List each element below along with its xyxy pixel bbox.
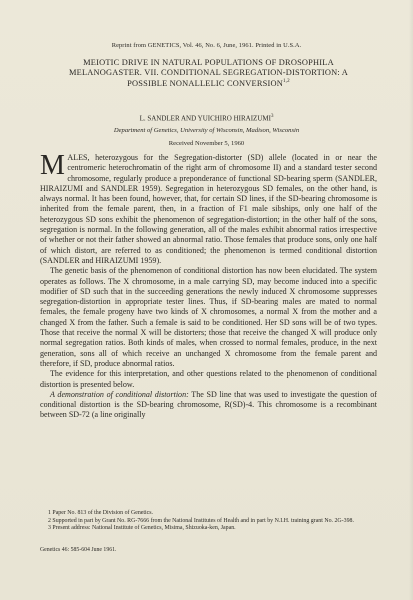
author-footnote-marker: 3	[270, 114, 274, 119]
paragraph-1	[40, 150, 377, 266]
authors-line	[0, 114, 413, 122]
paper-title	[52, 58, 365, 89]
paragraph-3: The evidence for this interpretation, and other questions related to the phenomenon of conditional distortion is presented below.	[40, 369, 377, 389]
section-lead: A demonstration of conditional distortion:	[50, 389, 189, 399]
page-edge-shadow	[409, 0, 413, 600]
footnote-1: 1 Paper No. 813 of the Division of Genetics.	[48, 510, 154, 516]
journal-reference: Genetics 46: 585-604 June 1961.	[40, 547, 117, 553]
footnote-3: 3 Present address: National Institute of Genetics, Misima, Shizuoka-ken, Japan.	[48, 525, 236, 532]
paragraph-1-text: ALES, heterozygous for the Segregation-distorter (SD) allele (located in or near the centromeric heterochromatin of the right arm of chromosome II) and a standard tester second chromosome, regularly produce a preponderance of functional SD-bearing sperm (SANDLER, HIRAIZUMI and SANDLER 1959). Segregation in heterozygous SD females, on the other hand, is always normal. It has been found, however, that, for certain SD lines, if the SD-bearing chromosome is inherited from the female parent, then, in a fraction of F1 male sibships, only one half of the heterozygous SD sons exhibit the phenomenon of segregation-distortion; in the other half of the sons, segregation is normal. In the following generation, all of the males exhibit abnormal ratios irrespective of whether or not their father showed an abnormal ratio. Those females that produce sons, only one half of which distort, are referred to as conditioned; the phenomenon is termed conditional distortion (SANDLER and HIRAIZUMI 1959).	[40, 153, 377, 265]
received-date: Received November 5, 1960	[168, 140, 245, 147]
authors-text: L. SANDLER AND YUICHIRO HIRAIZUMI	[139, 114, 271, 123]
drop-cap: M	[40, 150, 65, 181]
reprint-header: Reprint from GENETICS, Vol. 46, No. 6, June, 1961. Printed in U.S.A.	[111, 42, 302, 49]
paper-body	[40, 150, 377, 421]
footnotes	[40, 510, 377, 533]
paragraph-2: The genetic basis of the phenomenon of conditional distortion has now been elucidated. The system operates as follows. The X chromosome, in a male carrying SD, may become induced into a specific modifier of SD such that in the succeeding generations the newly induced X chromosome suppresses segregation-distortion in appropriate tester lines. Thus, if SD-bearing males are mated to normal females, the female progeny have two kinds of X chromosomes, a normal X from the mother and a changed X from the father. Such a female is said to be conditioned. Her SD sons will be of two types. Those that receive the normal X will be distorters; those that receive the changed X will produce only normal segregation ratios. Both kinds of males, when crossed to normal females, produce, in the next generation, sons all of which receive an unchanged X chromosome from the female parent and therefore, if SD, produce abnormal ratios.	[40, 266, 377, 368]
affiliation: Department of Genetics, University of Wisconsin, Madison, Wisconsin	[113, 127, 300, 134]
footnote-2: 2 Supported in part by Grant No. RG-7666 from the National Institutes of Health and in part by N.I.H. training grant No. 2G-398.	[48, 517, 354, 524]
paragraph-4-text: The SD line that was used to investigate the question of conditional distortion is the SD-bearing chromosome, R(SD)-4. This chromosome is a recombinant between SD-72 (a line originally	[40, 389, 377, 420]
paragraph-4	[40, 390, 377, 421]
title-text: MEIOTIC DRIVE IN NATURAL POPULATIONS OF DROSOPHILA MELANOGASTER. VII. CONDITIONAL SEGREGATION-DISTORTION: A POSSIBLE NONALLELIC CONVERSION	[69, 58, 348, 88]
title-footnote-marker: 1,2	[282, 79, 290, 85]
